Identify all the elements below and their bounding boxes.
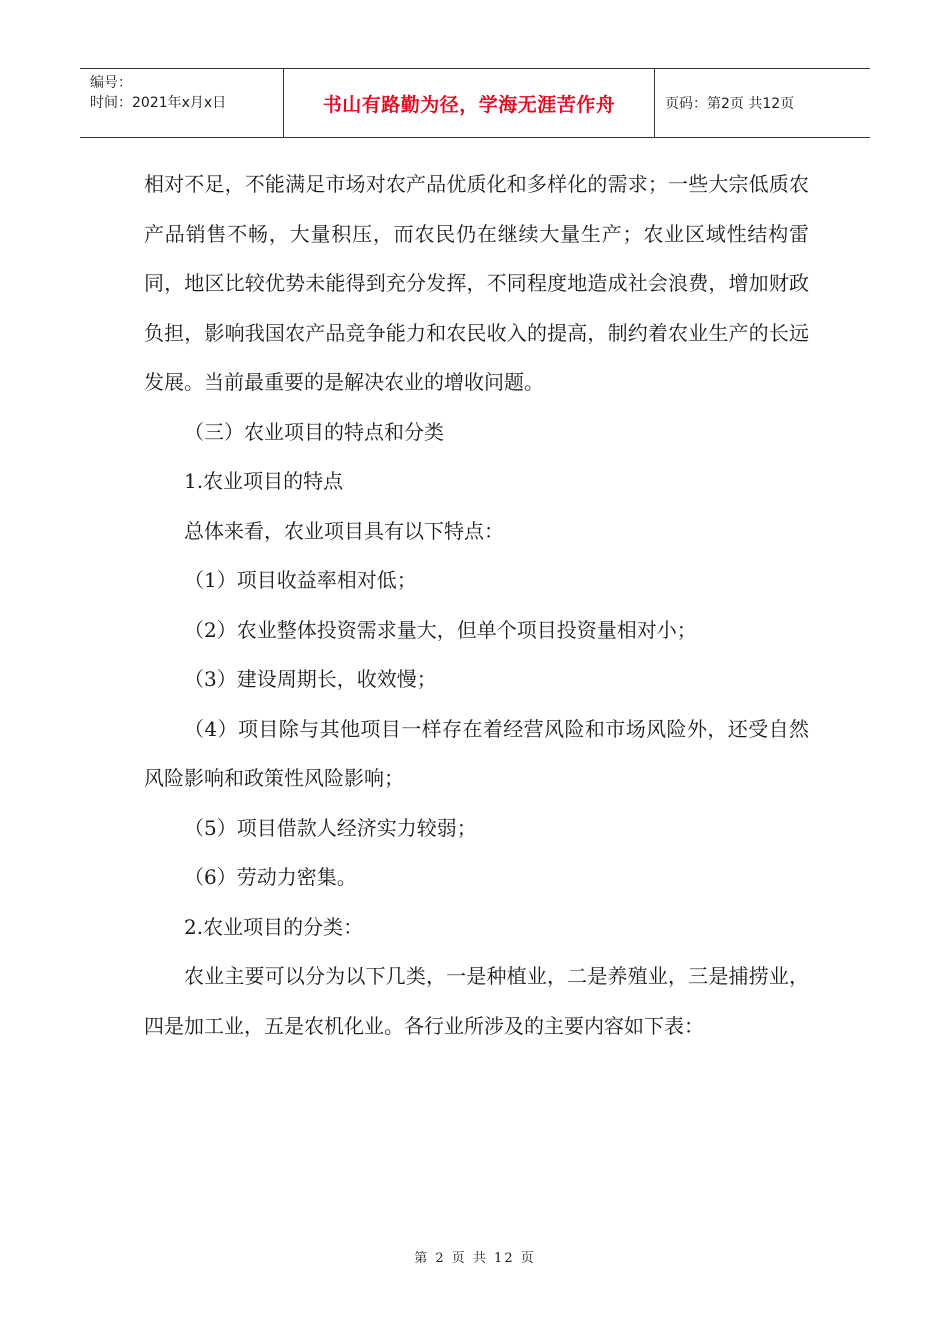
paragraph: 农业主要可以分为以下几类，一是种植业，二是养殖业，三是捕捞业，四是加工业，五是农机化业。各行业所涉及的主要内容如下表：: [144, 964, 809, 1038]
header-meta: [80, 69, 283, 137]
page-footer: 第 2 页 共 12 页: [414, 1251, 536, 1266]
paragraph-continuation: 相对不足，不能满足市场对农产品优质化和多样化的需求；一些大宗低质农产品销售不畅，大量积压，而农民仍在继续大量生产；农业区域性结构雷同，地区比较优势未能得到充分发挥，不同程度地造成社会浪费，增加财政负担，影响我国农产品竞争能力和农民收入的提高，制约着农业生产的长远发展。当前最重要的是解决农业的增收问题。: [144, 172, 809, 394]
document-date: 时间：2021年x月x日: [90, 95, 227, 111]
subsection-heading: 2.农业项目的分类：: [184, 914, 364, 939]
header-motto: 书山有路勤为径，学海无涯苦作舟: [322, 93, 616, 116]
paragraph-intro: 总体来看，农业项目具有以下特点：: [184, 518, 504, 543]
page-header: [80, 68, 870, 138]
subsection-heading: 1.农业项目的特点: [184, 469, 344, 493]
list-item: （1）项目收益率相对低；: [184, 568, 417, 592]
list-item: （4）项目除与其他项目一样存在着经营风险和市场风险外，还受自然风险影响和政策性风险影响；: [144, 716, 809, 790]
document-body: [144, 160, 809, 1051]
list-item: （2）农业整体投资需求量大，但单个项目投资量相对小；: [184, 617, 697, 642]
section-heading: （三）农业项目的特点和分类: [184, 419, 444, 444]
list-item: （5）项目借款人经济实力较弱；: [184, 815, 477, 840]
document-number-label: 编号：: [90, 75, 132, 91]
header-motto-cell: [283, 69, 655, 137]
list-item: （6）劳动力密集。: [184, 865, 357, 889]
header-page-info: 页码：第2页 共12页: [665, 96, 795, 112]
list-item: （3）建设周期长，收效慢；: [184, 667, 437, 691]
